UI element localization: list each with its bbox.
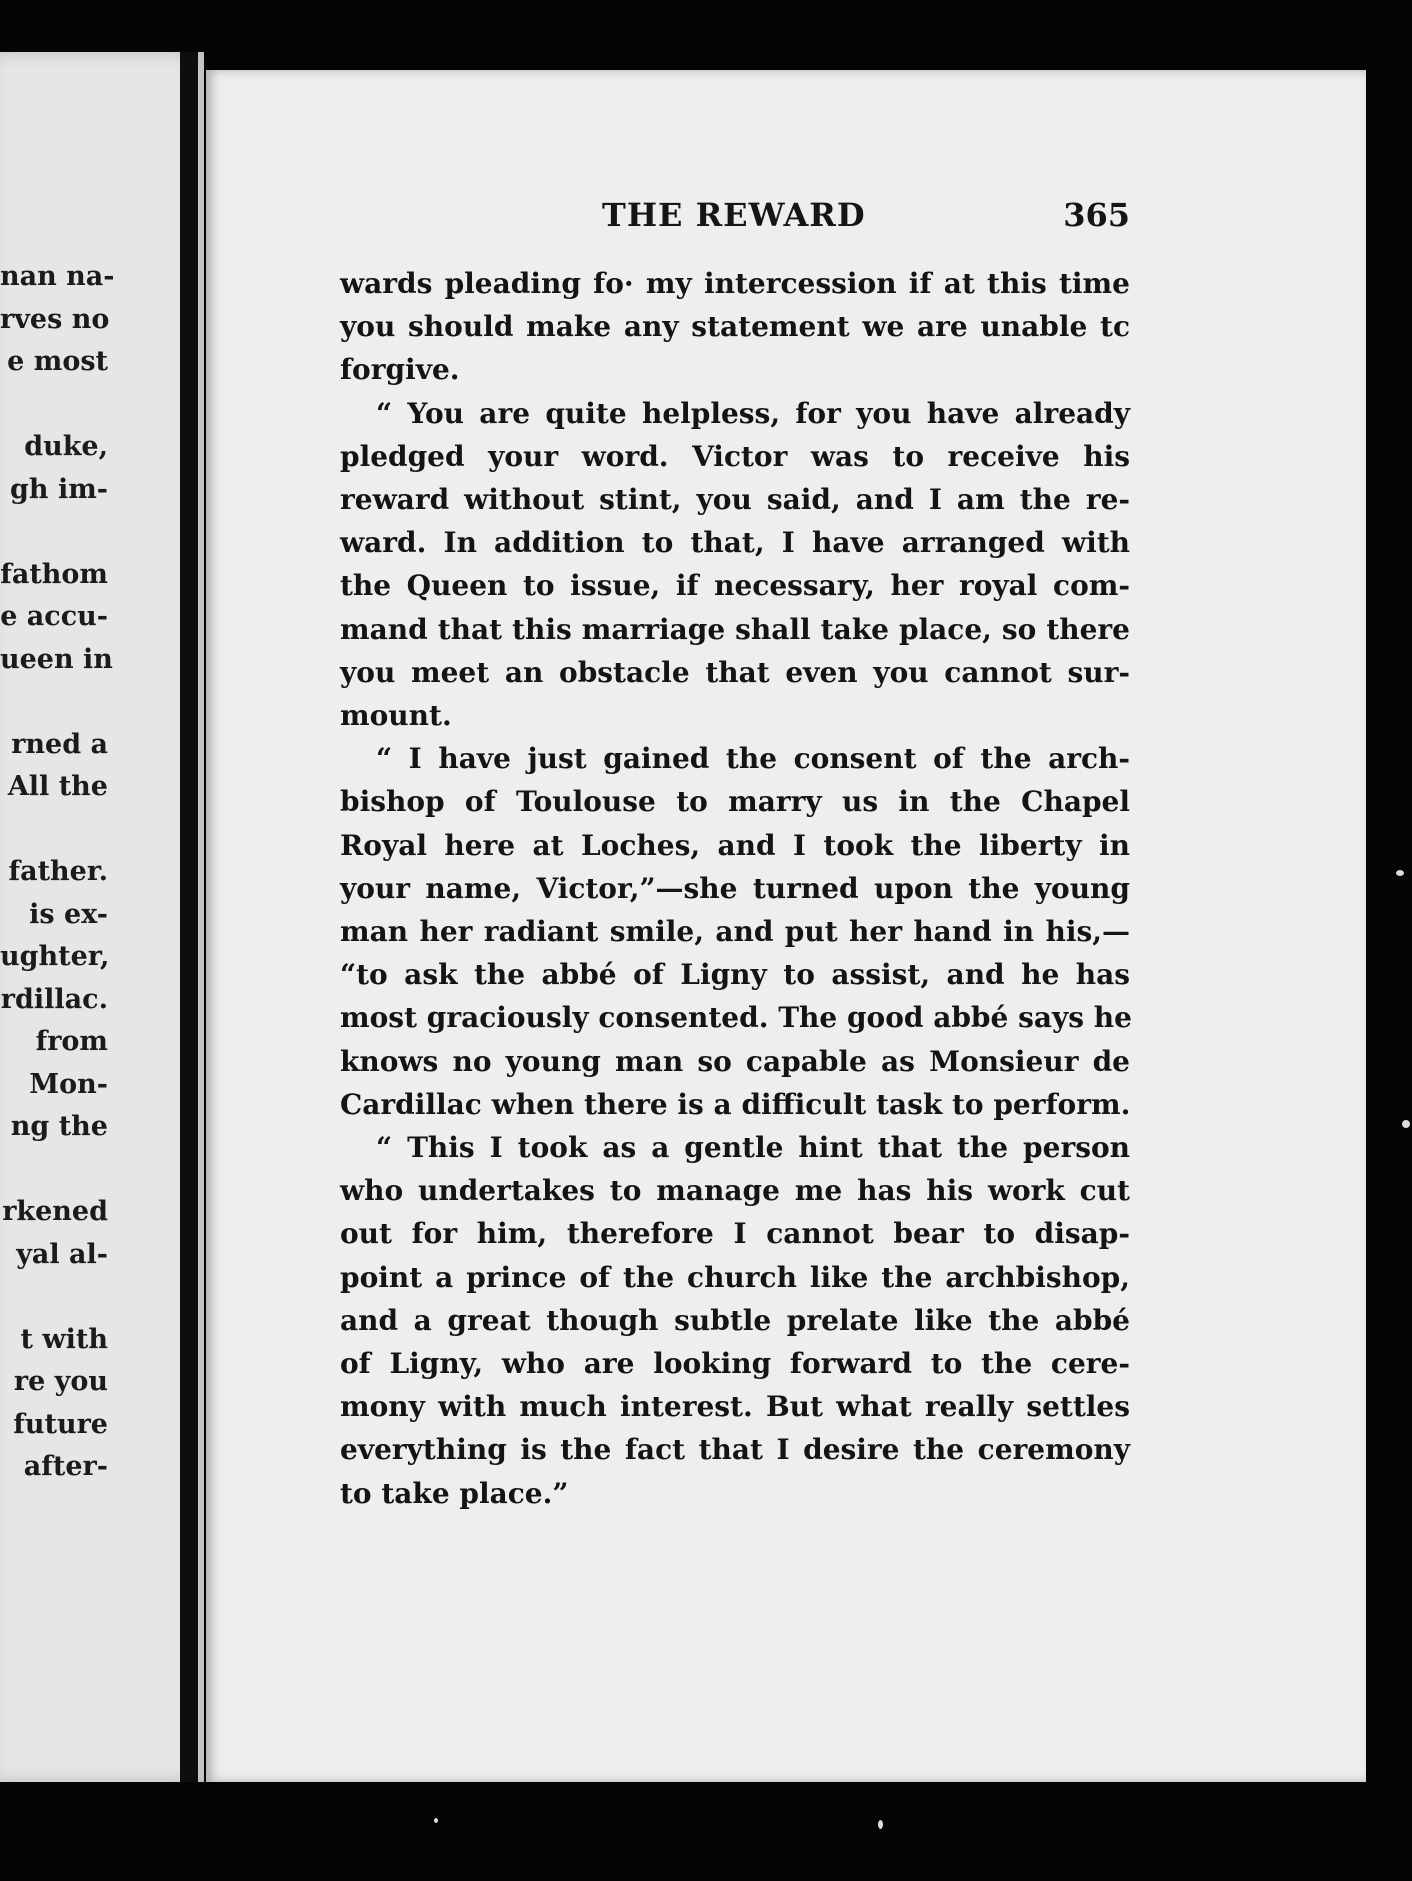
left-page-line [0, 1149, 204, 1192]
body-text-line: who undertakes to manage me has his work cut [340, 1174, 1130, 1208]
body-text-line: and a great though subtle prelate like the abbé [340, 1303, 1130, 1337]
left-page-line: duke, [24, 431, 108, 462]
left-page-line: All the [7, 771, 108, 802]
left-page-line: future [13, 1408, 108, 1440]
left-page-line [0, 809, 204, 852]
left-page-line: yal al- [16, 1238, 108, 1270]
left-page-line: rned a [11, 728, 108, 760]
left-page-line: rves no [0, 303, 110, 335]
left-page-line [0, 384, 204, 427]
body-text-line: “ You are quite helpless, for you have already [376, 396, 1130, 430]
running-head-title: THE REWARD [602, 196, 866, 234]
body-text-line: mount. [340, 699, 452, 733]
left-page-line: fathom [0, 558, 108, 590]
scan-speck [1402, 1120, 1410, 1128]
left-page-text [0, 256, 204, 1489]
body-text-line: man her radiant smile, and put her hand in his,— [340, 915, 1130, 949]
left-page-line: ueen in [0, 643, 113, 675]
body-text-line: ward. In addition to that, I have arranged with [340, 526, 1130, 560]
body-text-line: Royal here at Loches, and I took the liberty in [340, 828, 1130, 862]
body-text-line: everything is the fact that I desire the ceremony [340, 1433, 1130, 1467]
body-text-line: out for him, therefore I cannot bear to disap- [340, 1217, 1130, 1251]
left-page-line: re you [13, 1366, 108, 1397]
scan-speck [878, 1820, 883, 1829]
left-page-line [0, 1276, 204, 1319]
body-text-line: most graciously consented. The good abbé says he [340, 1001, 1132, 1035]
left-page-line: e most [7, 346, 108, 377]
left-page-line [0, 511, 204, 554]
body-text-line: you should make any statement we are unable tc [340, 310, 1130, 344]
left-page-line: ughter, [0, 941, 110, 972]
page-number: 365 [1063, 196, 1130, 234]
left-page [0, 52, 204, 1782]
body-text-line: your name, Victor,”—she turned upon the young [340, 871, 1130, 905]
running-head [340, 196, 1130, 244]
book-gutter [180, 52, 198, 1782]
body-text-line: to take place.” [340, 1476, 569, 1510]
body-text-line: point a prince of the church like the archbishop, [340, 1260, 1130, 1294]
body-text-line: “to ask the abbé of Ligny to assist, and he has [340, 958, 1130, 992]
scan-speck [434, 1818, 438, 1823]
body-text-line: pledged your word. Victor was to receive his [340, 439, 1130, 473]
left-page-line: gh im- [10, 473, 108, 505]
left-page-line: e accu- [0, 601, 108, 632]
scan-speck [1396, 870, 1404, 876]
left-page-line: rkened [2, 1196, 108, 1227]
left-page-line: ng the [10, 1111, 108, 1142]
body-text-line: mony with much interest. But what really settles [340, 1390, 1130, 1424]
left-page-line: rdillac. [0, 983, 108, 1015]
body-text-line: “ I have just gained the consent of the arch- [376, 742, 1130, 776]
left-page-line: t with [20, 1323, 108, 1355]
left-page-line [0, 681, 204, 724]
left-page-line: Mon- [29, 1068, 108, 1100]
left-page-line: father. [8, 856, 108, 887]
body-text-line: forgive. [340, 353, 460, 387]
left-page-line: is ex- [29, 898, 108, 930]
body-text-line: “ This I took as a gentle hint that the person [376, 1131, 1130, 1165]
body-text-line: of Ligny, who are looking forward to the cere- [340, 1347, 1130, 1381]
body-text-line: bishop of Toulouse to marry us in the Chapel [340, 785, 1130, 819]
body-text-line: wards pleading fo· my intercession if at this time [340, 267, 1130, 300]
body-text-line: you meet an obstacle that even you cannot sur- [340, 655, 1130, 689]
left-page-line: after- [23, 1451, 108, 1482]
left-page-line: nan na- [0, 261, 115, 292]
left-page-line: from [35, 1026, 108, 1057]
body-text-line: mand that this marriage shall take place, so there [340, 612, 1130, 646]
page-body-text [340, 262, 1130, 1515]
body-text-line: Cardillac when there is a difficult task to perform. [340, 1087, 1131, 1121]
body-text-line: knows no young man so capable as Monsieur de [340, 1044, 1130, 1078]
body-text-line: reward without stint, you said, and I am the re- [340, 483, 1130, 517]
body-text-line: the Queen to issue, if necessary, her royal com- [340, 569, 1130, 603]
